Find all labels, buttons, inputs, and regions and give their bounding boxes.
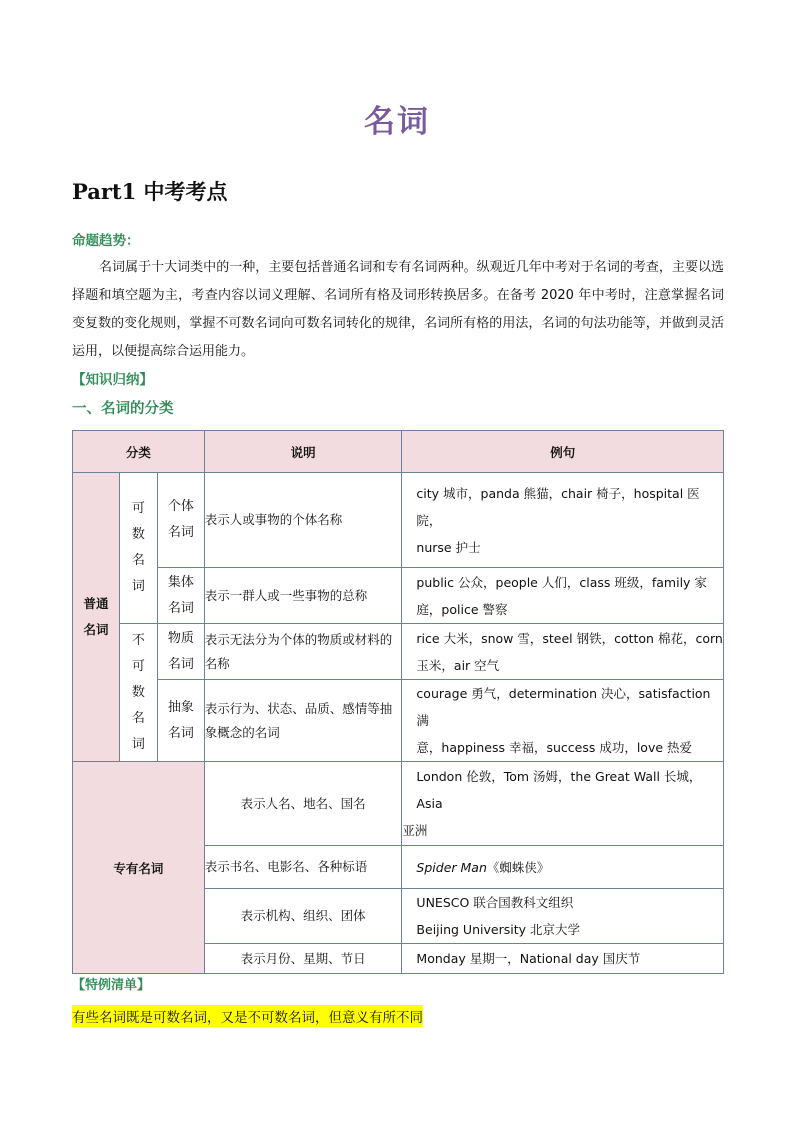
subtype-material: 物质 名词 [157, 624, 204, 680]
example-titles: Spider Man《蜘蛛侠》 [402, 846, 724, 889]
desc-names: 表示人名、地名、国名 [204, 762, 402, 846]
trend-label: 命题趋势： [72, 233, 140, 249]
part-heading: Part1 中考考点 [72, 179, 228, 204]
desc-individual: 表示人或事物的个体名称 [204, 473, 402, 568]
uncountable-char: 数 [131, 684, 145, 700]
common-noun-label-line1: 普通 [83, 596, 109, 611]
special-cases-label: 【特例清单】 [72, 978, 151, 993]
common-noun-label-line2: 名词 [83, 622, 109, 637]
uncountable-char: 不 [131, 632, 145, 648]
example-individual: city 城市，panda 熊猫，chair 椅子，hospital 医院， nurse 护士 [402, 473, 724, 568]
knowledge-label: 【知识归纳】 [72, 372, 153, 388]
subtype-abstract: 抽象 名词 [157, 680, 204, 762]
header-description: 说明 [204, 431, 402, 473]
desc-dates: 表示月份、星期、节日 [204, 944, 402, 974]
proper-noun-label: 专有名词 [73, 762, 205, 974]
desc-titles: 表示书名、电影名、各种标语 [204, 846, 402, 889]
countable-char: 词 [131, 579, 145, 594]
countable-char: 可 [131, 501, 145, 516]
header-category: 分类 [73, 431, 205, 473]
subtype-individual: 个体 名词 [157, 473, 204, 568]
uncountable-label [119, 624, 157, 762]
header-example: 例句 [402, 431, 724, 473]
desc-collective: 表示一群人或一些事物的总称 [204, 568, 402, 624]
example-dates: Monday 星期一，National day 国庆节 [402, 944, 724, 974]
example-collective: public 公众，people 人们，class 班级，family 家 庭，police 警察 [402, 568, 724, 624]
noun-classification-table [72, 430, 724, 974]
common-noun-label [73, 473, 120, 762]
uncountable-char: 词 [131, 736, 145, 752]
desc-material: 表示无法分为个体的物质或材料的名称 [204, 624, 402, 680]
trend-paragraph: 名词属于十大词类中的一种，主要包括普通名词和专有名词两种。纵观近几年中考对于名词的考查，主要以选择题和填空题为主，考查内容以词义理解、名词所有格及词形转换居多。在备考 2020 年中考时，注意掌握名词变复数的变化规则，掌握不可数名词向可数名词转化的规律，名词所有格的用法，名词的句法功能等，并做到灵活运用，以便提高综合运用能力。 [72, 260, 724, 359]
example-organizations: UNESCO 联合国教科文组织 Beijing University 北京大学 [402, 889, 724, 944]
page-title: 名词 [364, 104, 430, 140]
example-material: rice 大米，snow 雪，steel 钢铁，cotton 棉花，corn 玉米，air 空气 [402, 624, 724, 680]
desc-organizations: 表示机构、组织、团体 [204, 889, 402, 944]
example-abstract: courage 勇气，determination 决心，satisfaction 满 意，happiness 幸福，success 成功，love 热爱 [402, 680, 724, 762]
example-names: London 伦敦，Tom 汤姆，the Great Wall 长城，Asia 亚洲 [402, 762, 724, 846]
desc-abstract: 表示行为、状态、品质、感情等抽象概念的名词 [204, 680, 402, 762]
uncountable-char: 名 [131, 710, 145, 726]
subtype-collective: 集体 名词 [157, 568, 204, 624]
section-heading: 一、名词的分类 [72, 401, 174, 417]
countable-char: 数 [131, 527, 145, 542]
countable-char: 名 [131, 553, 145, 568]
highlighted-note: 有些名词既是可数名词，又是不可数名词，但意义有所不同 [72, 1005, 423, 1027]
uncountable-char: 可 [131, 658, 145, 674]
countable-label [119, 473, 157, 624]
